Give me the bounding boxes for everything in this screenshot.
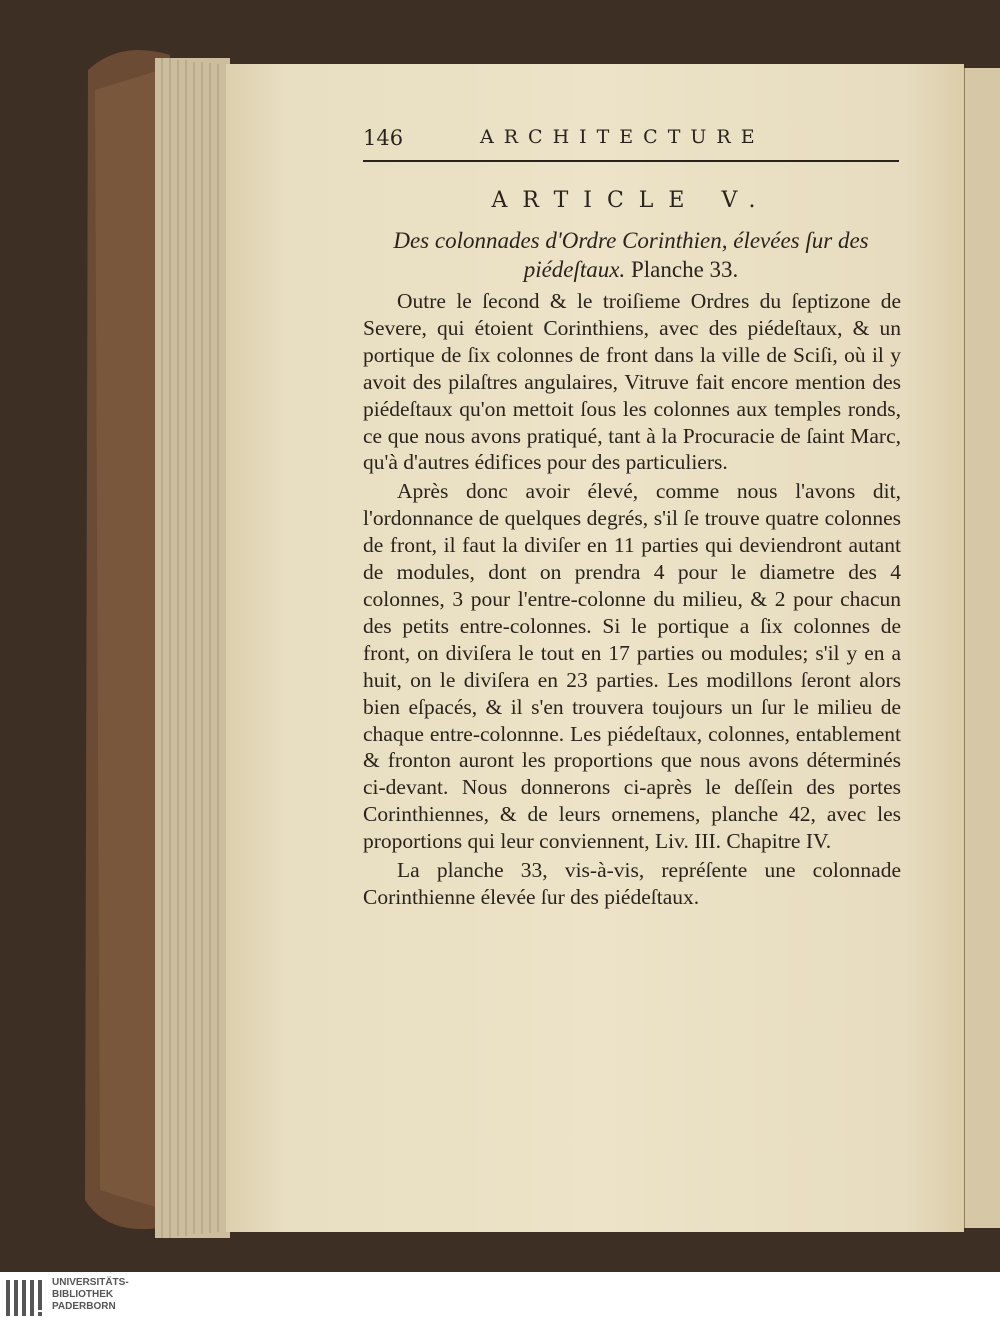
paragraph-3: La planche 33, vis-à-vis, repréſente une colonnade Corinthienne élevée ſur des piédeſtaux.	[363, 858, 901, 909]
subtitle-italic: Des colonnades d'Ordre Corinthien, élevées ſur des piédeſtaux.	[393, 228, 869, 282]
paragraph-2: Après donc avoir élevé, comme nous l'avons dit, l'ordonnance de quelques degrés, s'il ſe trouve quatre colonnes de front, il faut la diviſer en 11 parties qui deviendront autant de modules, dont on prendra 4 pour le diametre des 4 colonnes, 3 pour l'entre-colonne du milieu, & 2 pour chacun des petits entre-colonnes. Si le portique a ſix colonnes de front, on diviſera le tout en 17 parties ou modules; s'il y en a huit, on le diviſera en 23 parties. Les modillons ſeront alors bien eſpacés, & il s'en trouvera toujours un ſur le milieu de chaque entre-colonnne. Les piédeſtaux, colonnes, entablement & fronton auront les proportions que nous avons déterminés ci-devant. Nous donnerons ci-après le deſſein des portes Corinthiennes, & de leurs ornemens, planche 42, avec les proportions qui leur conviennent, Liv. III. Chapitre IV.	[363, 479, 901, 854]
body-text	[363, 288, 901, 913]
library-name-line3: PADERBORN	[52, 1301, 116, 1312]
page-number: 146	[363, 126, 404, 150]
running-head-title: ARCHITECTURE	[480, 126, 765, 148]
header-rule	[363, 160, 899, 162]
article-subtitle	[363, 226, 899, 284]
paragraph-1: Outre le ſecond & le troiſieme Ordres du ſeptizone de Severe, qui étoient Corinthiens, avec des piédeſtaux, & un portique de ſix colonnes de front dans la ville de Sciſi, où il y avoit des pilaſtres angulaires, Vitruve fait encore mention des piédeſtaux qu'on mettoit ſous les colonnes aux temples ronds, ce que nous avons pratiqué, tant à la Procuracie de ſaint Marc, qu'à d'autres édifices pour des particuliers.	[363, 289, 901, 475]
running-head	[363, 122, 899, 158]
subtitle-plate: Planche 33.	[625, 257, 739, 282]
library-name-line2: BIBLIOTHEK	[52, 1289, 114, 1300]
library-name-line1: UNIVERSITÄTS-	[52, 1277, 129, 1288]
article-heading: ARTICLE V.	[491, 188, 771, 213]
library-footer	[0, 1272, 1000, 1323]
library-logo-icon	[6, 1278, 46, 1318]
library-name	[52, 1277, 129, 1313]
